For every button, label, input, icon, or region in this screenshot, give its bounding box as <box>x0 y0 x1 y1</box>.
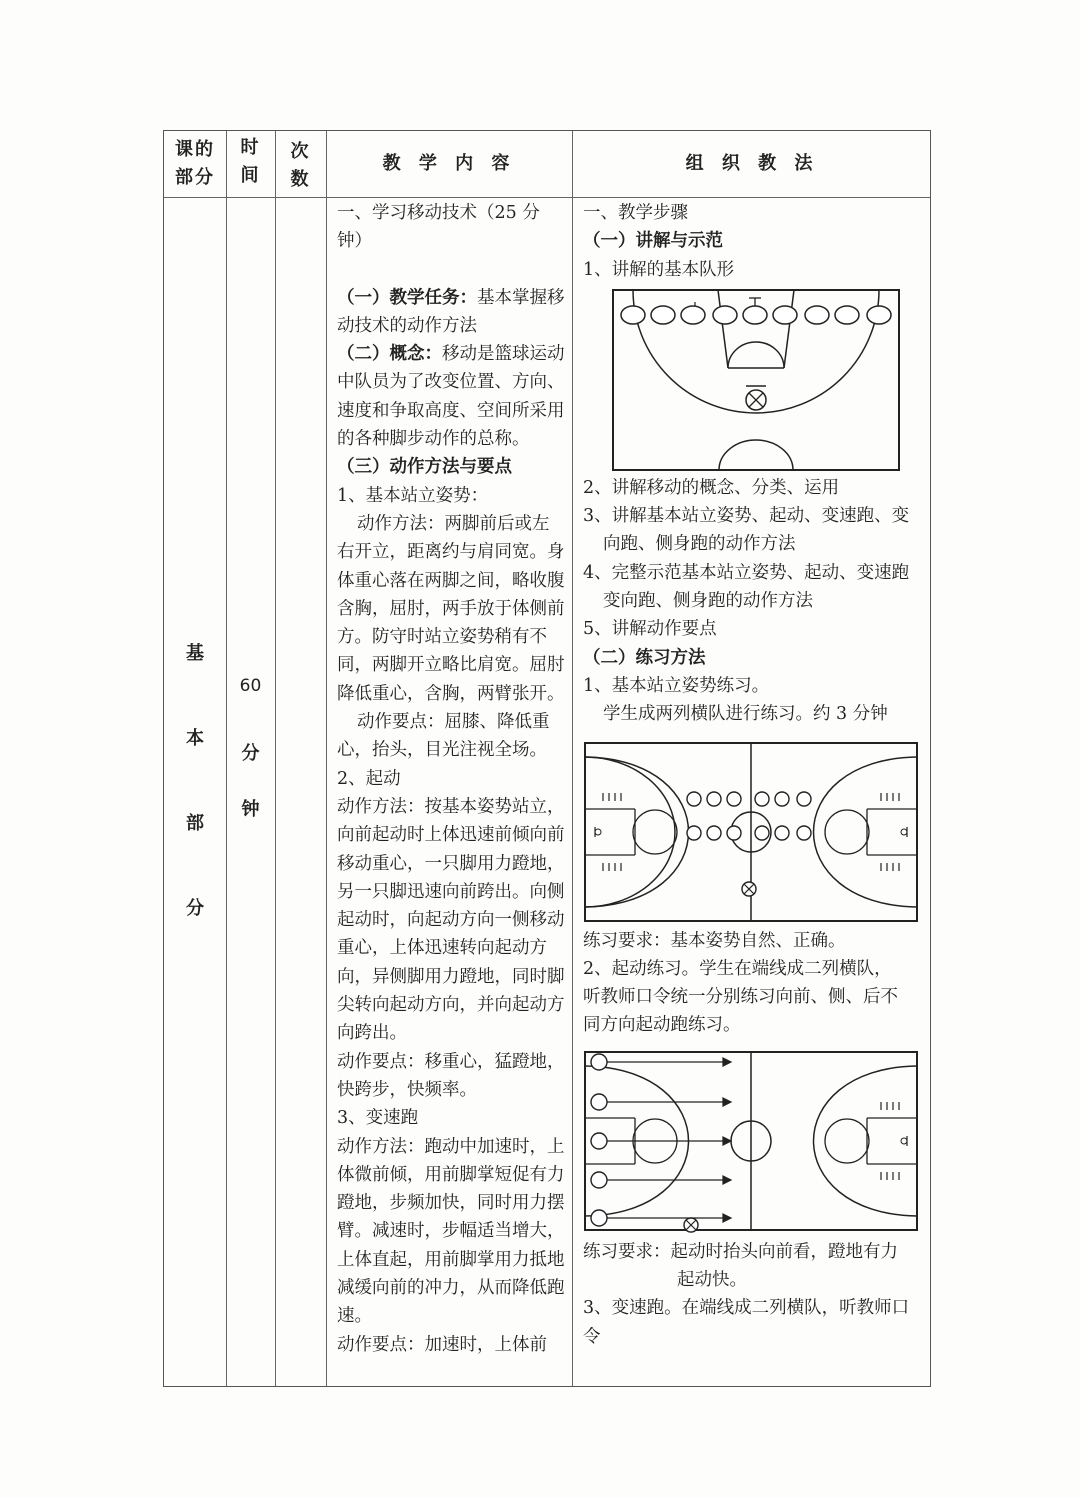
header-section-part <box>164 131 226 197</box>
column-divider <box>275 131 276 1386</box>
item-method: 动作方法：跑动中加速时，上体微前倾，用前脚掌短促有力蹬地，步频加快，同时用力摆臂。减速时，步幅适当增大，上体直起，用前脚掌用力抵地减缓向前的冲力，从而降低跑速。 <box>337 1136 565 1327</box>
task-label: （一）教学任务： <box>337 287 477 308</box>
item-key: 动作要点：加速时，上体前 <box>337 1334 547 1355</box>
method-subheading: （二）练习方法 <box>583 647 706 668</box>
organization-method <box>583 199 929 1351</box>
item-title: 2、起动 <box>337 768 401 789</box>
start-drill-diagram <box>583 1040 929 1238</box>
method-line: 同方向起动跑练习。 <box>583 1015 741 1036</box>
column-divider <box>326 131 327 1386</box>
header-text: 数 <box>290 169 311 190</box>
task-text: 基本掌握移动技术的动作方法 <box>337 287 565 336</box>
method-line: 5、讲解动作要点 <box>583 619 717 640</box>
header-method <box>572 131 932 197</box>
method-line: 练习要求：基本姿势自然、正确。 <box>583 930 846 951</box>
method-line: 学生成两列横队进行练习。约 3 分钟 <box>603 704 888 725</box>
method-subheading: （一）讲解与示范 <box>583 231 723 252</box>
method-line: 向跑、侧身跑的动作方法 <box>603 534 796 555</box>
time-char: 钟 <box>241 799 260 820</box>
method-line: 4、完整示范基本站立姿势、起动、变速跑 <box>583 562 910 583</box>
method-line: 变向跑、侧身跑的动作方法 <box>603 591 813 612</box>
method-line: 3、变速跑。在端线成二列横队，听教师口 <box>583 1298 910 1319</box>
concept-label: （二）概念： <box>337 344 442 365</box>
section-char: 分 <box>186 898 204 919</box>
header-text: 间 <box>240 165 261 186</box>
court-formation-diagram <box>583 284 929 474</box>
method-line: 1、基本站立姿势练习。 <box>583 675 770 696</box>
column-divider <box>572 131 573 1386</box>
header-text: 课的 <box>175 139 215 160</box>
teaching-content <box>337 199 565 1359</box>
header-text: 组 织 教 法 <box>685 153 819 174</box>
header-count <box>275 133 326 199</box>
section-char: 本 <box>186 728 204 749</box>
method-line: 令 <box>583 1326 601 1347</box>
concept-text: 移动是篮球运动中队员为了改变位置、方向、速度和争取高度、空间所采用的各种脚步动作的总称。 <box>337 344 565 450</box>
header-text: 部分 <box>175 167 215 188</box>
method-line: 练习要求：起动时抬头向前看，蹬地有力 <box>583 1241 898 1262</box>
header-time <box>226 129 275 195</box>
header-text: 次 <box>290 141 311 162</box>
method-heading: （三）动作方法与要点 <box>337 457 512 478</box>
method-line: 2、起动练习。学生在端线成二列横队， <box>583 958 892 979</box>
method-line: 一、教学步骤 <box>583 203 688 223</box>
header-text: 教 学 内 容 <box>382 153 516 174</box>
item-method: 动作方法：两脚前后或左右开立，距离约与肩同宽。身体重心落在两脚之间，略收腹含胸，屈肘，两手放于体侧前方。防守时站立姿势稍有不同，两脚开立略比肩宽。屈肘降低重心，含胸，两臂张开。 <box>337 513 565 704</box>
section-char: 基 <box>186 643 204 664</box>
method-line: 2、讲解移动的概念、分类、运用 <box>583 477 840 498</box>
item-title: 3、变速跑 <box>337 1108 419 1129</box>
method-line: 起动快。 <box>677 1270 747 1291</box>
item-key: 动作要点：移重心，猛蹬地，快跨步，快频率。 <box>337 1051 565 1100</box>
time-char: 分 <box>241 743 260 764</box>
time-value: 60 <box>239 676 262 696</box>
item-method: 动作方法：按基本姿势站立，向前起动时上体迅速前倾向前移动重心，一只脚用力蹬地，另一只脚迅速向前跨出。向侧起动时，向起动方向一侧移动重心，上体迅速转向起动方向，异侧脚用力蹬地，同时脚尖转向起动方向，并向起动方向跨出。 <box>337 796 565 1044</box>
method-line: 1、讲解的基本队形 <box>583 259 735 280</box>
header-content <box>326 131 572 197</box>
method-line: 3、讲解基本站立姿势、起动、变速跑、变 <box>583 506 910 527</box>
content-title: 一、学习移动技术（25 分钟） <box>337 203 540 252</box>
header-text: 时 <box>240 137 261 158</box>
item-key: 动作要点：屈膝、降低重心，抬头，目光注视全场。 <box>337 712 550 761</box>
section-char: 部 <box>186 813 204 834</box>
method-line: 听教师口令统一分别练习向前、侧、后不 <box>583 987 898 1008</box>
lesson-plan-table <box>163 130 931 1387</box>
item-title: 1、基本站立姿势： <box>337 485 489 506</box>
two-row-formation-diagram <box>583 729 929 927</box>
